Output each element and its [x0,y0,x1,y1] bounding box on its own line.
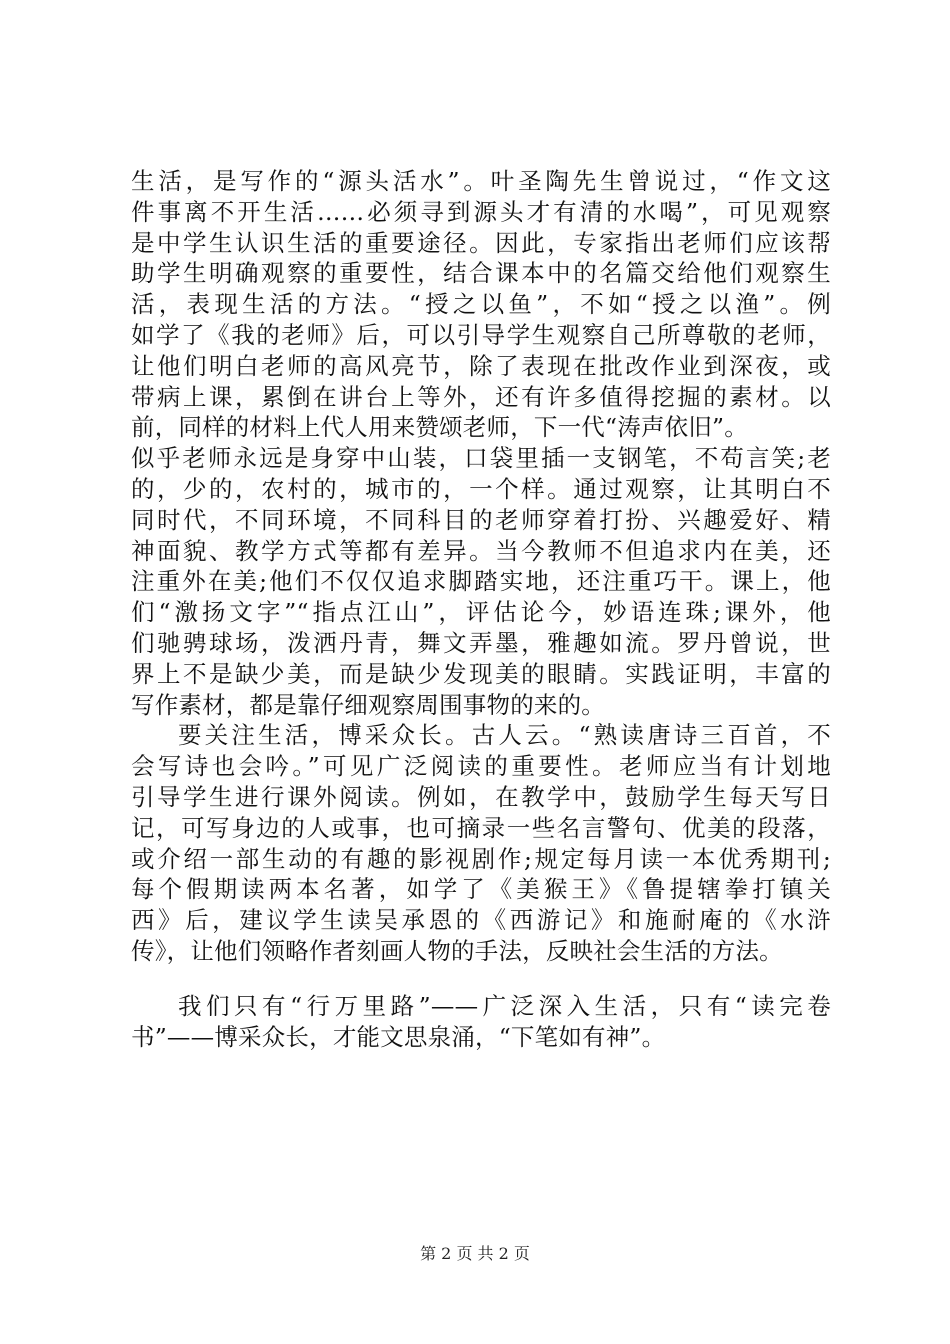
paragraph-2 [131,720,831,966]
text-line: 或介绍一部生动的有趣的影视剧作;规定每月读一本优秀期刊; [131,844,831,873]
text-line: 活，表现生活的方法。“授之以鱼”，不如“授之以渔”。例 [131,290,831,319]
text-line: 件事离不开生活……必须寻到源头才有清的水喝”，可见观察 [131,197,831,226]
text-line: 如学了《我的老师》后，可以引导学生观察自己所尊敬的老师， [131,320,831,349]
page-footer: 第 2 页 共 2 页 [420,1244,530,1263]
text-line: 似乎老师永远是身穿中山装，口袋里插一支钢笔，不苟言笑;老 [131,444,831,473]
text-line: 是中学生认识生活的重要途径。因此，专家指出老师们应该帮 [131,228,831,257]
text-line: 书”——博采众长，才能文思泉涌，“下笔如有神”。 [131,1022,666,1051]
text-line: 会写诗也会吟。”可见广泛阅读的重要性。老师应当有计划地 [131,752,831,781]
text-line: 西》后，建议学生读吴承恩的《西游记》和施耐庵的《水浒 [131,906,831,935]
text-line: 我们只有“行万里路”——广泛深入生活，只有“读完卷 [178,991,831,1020]
text-line: 引导学生进行课外阅读。例如，在教学中，鼓励学生每天写日 [131,782,831,811]
text-line: 要关注生活，博采众长。古人云。“熟读唐诗三百首，不 [178,721,831,750]
document-body [131,166,831,1052]
text-line: 神面貌、教学方式等都有差异。当今教师不但追求内在美，还 [131,536,831,565]
text-line: 前，同样的材料上代人用来赞颂老师，下一代“涛声依旧”。 [131,413,748,442]
text-line: 每个假期读两本名著，如学了《美猴王》《鲁提辖拳打镇关 [131,875,831,904]
text-line: 注重外在美;他们不仅仅追求脚踏实地，还注重巧干。课上，他 [131,567,831,596]
text-line: 助学生明确观察的重要性，结合课本中的名篇交给他们观察生 [131,259,831,288]
text-line: 传》，让他们领略作者刻画人物的手法，反映社会生活的方法。 [131,936,783,965]
text-line: 让他们明白老师的高风亮节，除了表现在批改作业到深夜，或 [131,351,831,380]
paragraph-1 [131,166,831,720]
text-line: 带病上课，累倒在讲台上等外，还有许多值得挖掘的素材。以 [131,382,831,411]
text-line: 记，可写身边的人或事，也可摘录一些名言警句、优美的段落， [131,813,831,842]
text-line: 写作素材，都是靠仔细观察周围事物的来的。 [131,690,605,719]
text-line: 的，少的，农村的，城市的，一个样。通过观察，让其明白不 [131,474,831,503]
text-line: 们“激扬文字”“指点江山”，评估论今，妙语连珠;课外，他 [131,598,831,627]
text-line: 生活，是写作的“源头活水”。叶圣陶先生曾说过，“作文这 [131,167,831,195]
paragraph-3 [131,991,831,1053]
paragraph-gap [131,967,831,991]
text-line: 们驰骋球场，泼洒丹青，舞文弄墨，雅趣如流。罗丹曾说，世 [131,628,831,657]
text-line: 界上不是缺少美，而是缺少发现美的眼睛。实践证明，丰富的 [131,659,831,688]
text-line: 同时代，不同环境，不同科目的老师穿着打扮、兴趣爱好、精 [131,505,831,534]
